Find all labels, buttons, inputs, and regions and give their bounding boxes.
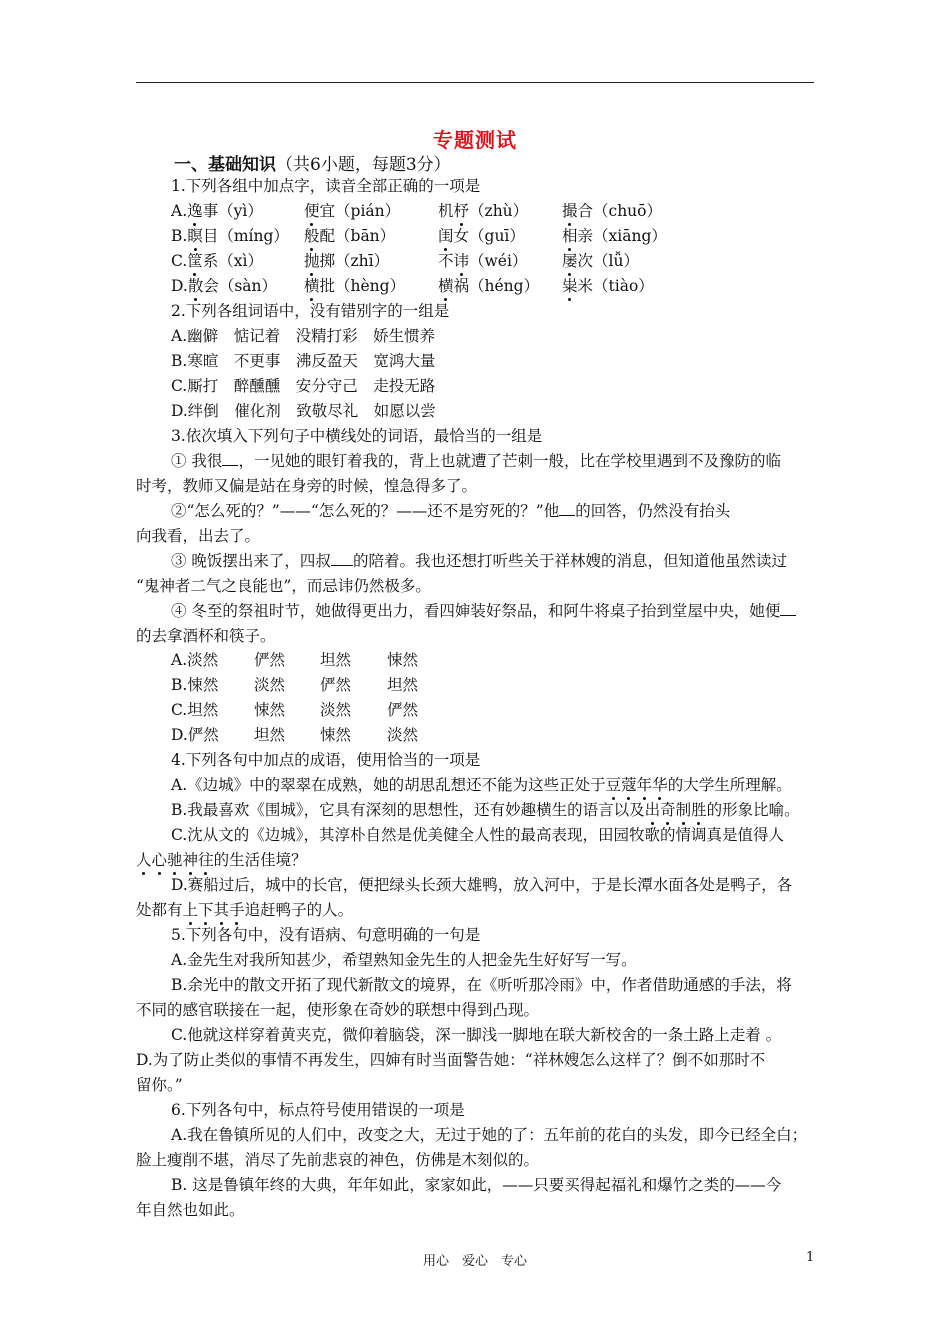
- footer-slogan: 用心 爱心 专心: [422, 1254, 527, 1269]
- q3-option-word: B.悚然: [171, 676, 219, 694]
- q6-option-b: B. 这是鲁镇年终的大典，年年如此，家家如此，——只要买得起福礼和爆竹之类的——今: [171, 1176, 782, 1194]
- q2-option-a: A.幽僻 惦记着 没精打彩 娇生惯养: [171, 327, 436, 345]
- q3-option-word: 坦然: [387, 676, 419, 694]
- q3-option-word: 坦然: [254, 726, 286, 744]
- q3-s1-text-b: ，一见她的眼钉着我的，背上也就遭了芒刺一般，比在学校里遇到不及豫防的临: [238, 452, 781, 470]
- q3-option-word: 俨然: [320, 676, 352, 694]
- q1-option-item: 横祸（héng）: [438, 277, 540, 295]
- q3-option-word: 俨然: [387, 701, 419, 719]
- q3-s2-text-a: ②“怎么死的？”——“怎么死的？——还不是穷死的？”他: [171, 502, 560, 520]
- q4-option-c-cont: [136, 850, 307, 870]
- q4-d-idiom: 上下其手: [182, 901, 245, 919]
- q4-b-text-end: 的形象比喻。: [706, 801, 800, 819]
- q3-option-word: 俨然: [254, 651, 286, 669]
- q1-option-item: 便宜（pián）: [304, 202, 401, 220]
- q3-s1-text-a: ① 我很: [171, 452, 223, 470]
- q6-option-a-cont: 脸上瘦削不堪，消尽了先前悲哀的神色，仿佛是木刻似的。: [136, 1151, 540, 1169]
- q3-option-word: 坦然: [320, 651, 352, 669]
- q3-s4-text-a: ④ 冬至的祭祖时节，她做得更出力，看四婶装好祭品，和阿牛将桌子抬到堂屋中央，她便: [171, 602, 781, 620]
- q3-s3-text-b: 的陪着。我也还想打听些关于祥林嫂的消息，但知道他虽然读过: [352, 552, 787, 570]
- q3-s2-text-b: 的回答，仍然没有抬头: [575, 502, 731, 520]
- q4-stem: 4.下列各句中加点的成语，使用恰当的一项是: [171, 751, 481, 769]
- q3-option-word: C.坦然: [171, 701, 219, 719]
- q3-sentence-3: [171, 551, 787, 571]
- q5-option-d-cont: 留你。”: [136, 1076, 183, 1094]
- q1-option-item: A.逸事（yì）: [171, 202, 263, 220]
- q3-sentence-1: [171, 451, 781, 471]
- q1-option-item: 抛掷（zhī）: [304, 252, 390, 270]
- q1-stem: 1.下列各组中加点字，读音全部正确的一项是: [171, 177, 481, 195]
- q3-option-word: 悚然: [387, 651, 419, 669]
- q3-sentence-2: [171, 501, 730, 521]
- q4-option-a: [171, 775, 792, 795]
- q5-option-c: C.他就这样穿着黄夹克，微仰着脑袋，深一脚浅一脚地在联大新校舍的一条土路上走着 。: [171, 1026, 782, 1044]
- q3-sentence-3-cont: “鬼神者二气之良能也”，而忌讳仍然极多。: [136, 577, 431, 595]
- q1-option-item: 横批（hèng）: [304, 277, 406, 295]
- q4-c-idiom: 人心驰神往: [136, 851, 214, 869]
- q4-option-c: C.沈从文的《边城》，其淳朴自然是优美健全人性的最高表现，田园牧歌的情调真是值得人: [171, 826, 784, 844]
- q3-s3-text-a: ③ 晚饭摆出来了，四叔: [171, 552, 331, 570]
- q4-b-idiom: 出奇制胜: [644, 801, 707, 819]
- q5-stem: 5.下列各句中，没有语病、句意明确的一句是: [171, 926, 481, 944]
- q2-option-d: D.绊倒 催化剂 致敬尽礼 如愿以尝: [171, 402, 436, 420]
- q2-stem: 2.下列各组词语中，没有错别字的一组是: [171, 302, 450, 320]
- q3-sentence-2-cont: 向我看，出去了。: [136, 527, 261, 545]
- q3-stem: 3.依次填入下列句子中横线处的词语，最恰当的一组是: [171, 427, 543, 445]
- q1-option-item: 机杼（zhù）: [438, 202, 529, 220]
- q4-option-d: D.赛船过后，城中的长官，便把绿头长颈大雄鸭，放入河中，于是长潭水面各处是鸭子，各: [171, 876, 793, 894]
- q4-b-text: B.我最喜欢《围城》，它具有深刻的思想性，还有妙趣横生的语言以及: [171, 801, 645, 819]
- q4-a-text: A.《边城》中的翠翠在成熟，她的胡思乱想还不能为这些正处于: [171, 776, 606, 794]
- q5-option-b-cont: 不同的感官联接在一起，使形象在奇妙的联想中得到凸现。: [136, 1001, 540, 1019]
- q4-option-b: [171, 800, 800, 820]
- q4-d-text: 处都有: [136, 901, 183, 919]
- q4-c-text-end: 的生活佳境？: [213, 851, 307, 869]
- q3-blank-2: [559, 501, 575, 516]
- q1-option-item: 屡次（lǚ）: [562, 252, 639, 270]
- q1-option-item: 撮合（chuō）: [562, 202, 662, 220]
- q4-option-d-cont: [136, 900, 353, 920]
- q3-sentence-4-cont: 的去拿酒杯和筷子。: [136, 627, 276, 645]
- q3-option-word: 悚然: [254, 701, 286, 719]
- q5-option-a: A.金先生对我所知甚少，希望熟知金先生的人把金先生好好写一写。: [171, 951, 637, 969]
- q4-d-text-end: 追赶鸭子的人。: [244, 901, 354, 919]
- section-heading: [174, 150, 451, 175]
- q6-option-b-cont: 年自然也如此。: [136, 1201, 245, 1219]
- q3-option-word: 悚然: [320, 726, 352, 744]
- q6-option-a: A.我在鲁镇所见的人们中，改变之大，无过于她的了：五年前的花白的头发，即今已经全白；: [171, 1126, 808, 1144]
- q5-option-d: D.为了防止类似的事情不再发生，四婶有时当面警告她：“祥林嫂怎么这样了？倒不如那时不: [136, 1051, 766, 1069]
- q3-option-word: D.俨然: [171, 726, 219, 744]
- q2-option-b: B.寒暄 不更事 沸反盈天 宽鸿大量: [171, 352, 436, 370]
- q3-blank-3: [331, 551, 353, 566]
- header-rule: [136, 82, 814, 83]
- q1-option-item: 闺女（guī）: [438, 227, 525, 245]
- q1-option-item: C.筐系（xì）: [171, 252, 263, 270]
- q1-option-item: 不讳（wéi）: [438, 252, 528, 270]
- q3-option-word: A.淡然: [171, 651, 219, 669]
- q3-sentence-4: [171, 601, 796, 621]
- q1-option-item: 般配（bān）: [304, 227, 396, 245]
- page-title: 专题测试: [433, 128, 517, 152]
- q1-option-item: B.瞑目（míng）: [171, 227, 289, 245]
- q3-blank-1: [222, 451, 238, 466]
- section-note: （共6小题，每题3分）: [276, 155, 451, 175]
- q2-option-c: C.厮打 醉醺醺 安分守己 走投无路: [171, 377, 436, 395]
- page-number: 1: [806, 1250, 815, 1265]
- q3-option-word: 淡然: [254, 676, 286, 694]
- q5-option-b: B.余光中的散文开拓了现代新散文的境界，在《听听那冷雨》中，作者借助通感的手法，将: [171, 976, 792, 994]
- q1-option-item: 粜米（tiào）: [562, 277, 654, 295]
- q6-stem: 6.下列各句中，标点符号使用错误的一项是: [171, 1101, 465, 1119]
- q3-option-word: 淡然: [320, 701, 352, 719]
- section-title: 一、基础知识: [174, 155, 276, 175]
- q1-option-item: 相亲（xiāng）: [562, 227, 667, 245]
- q3-option-word: 淡然: [387, 726, 419, 744]
- q3-sentence-1-cont: 时考，教师又偏是站在身旁的时候，惶急得多了。: [136, 477, 478, 495]
- q3-blank-4: [780, 601, 796, 616]
- q1-option-item: D.散会（sàn）: [171, 277, 278, 295]
- q4-a-idiom: 豆蔻年华: [605, 776, 668, 794]
- q4-a-text-end: 的大学生所理解。: [667, 776, 792, 794]
